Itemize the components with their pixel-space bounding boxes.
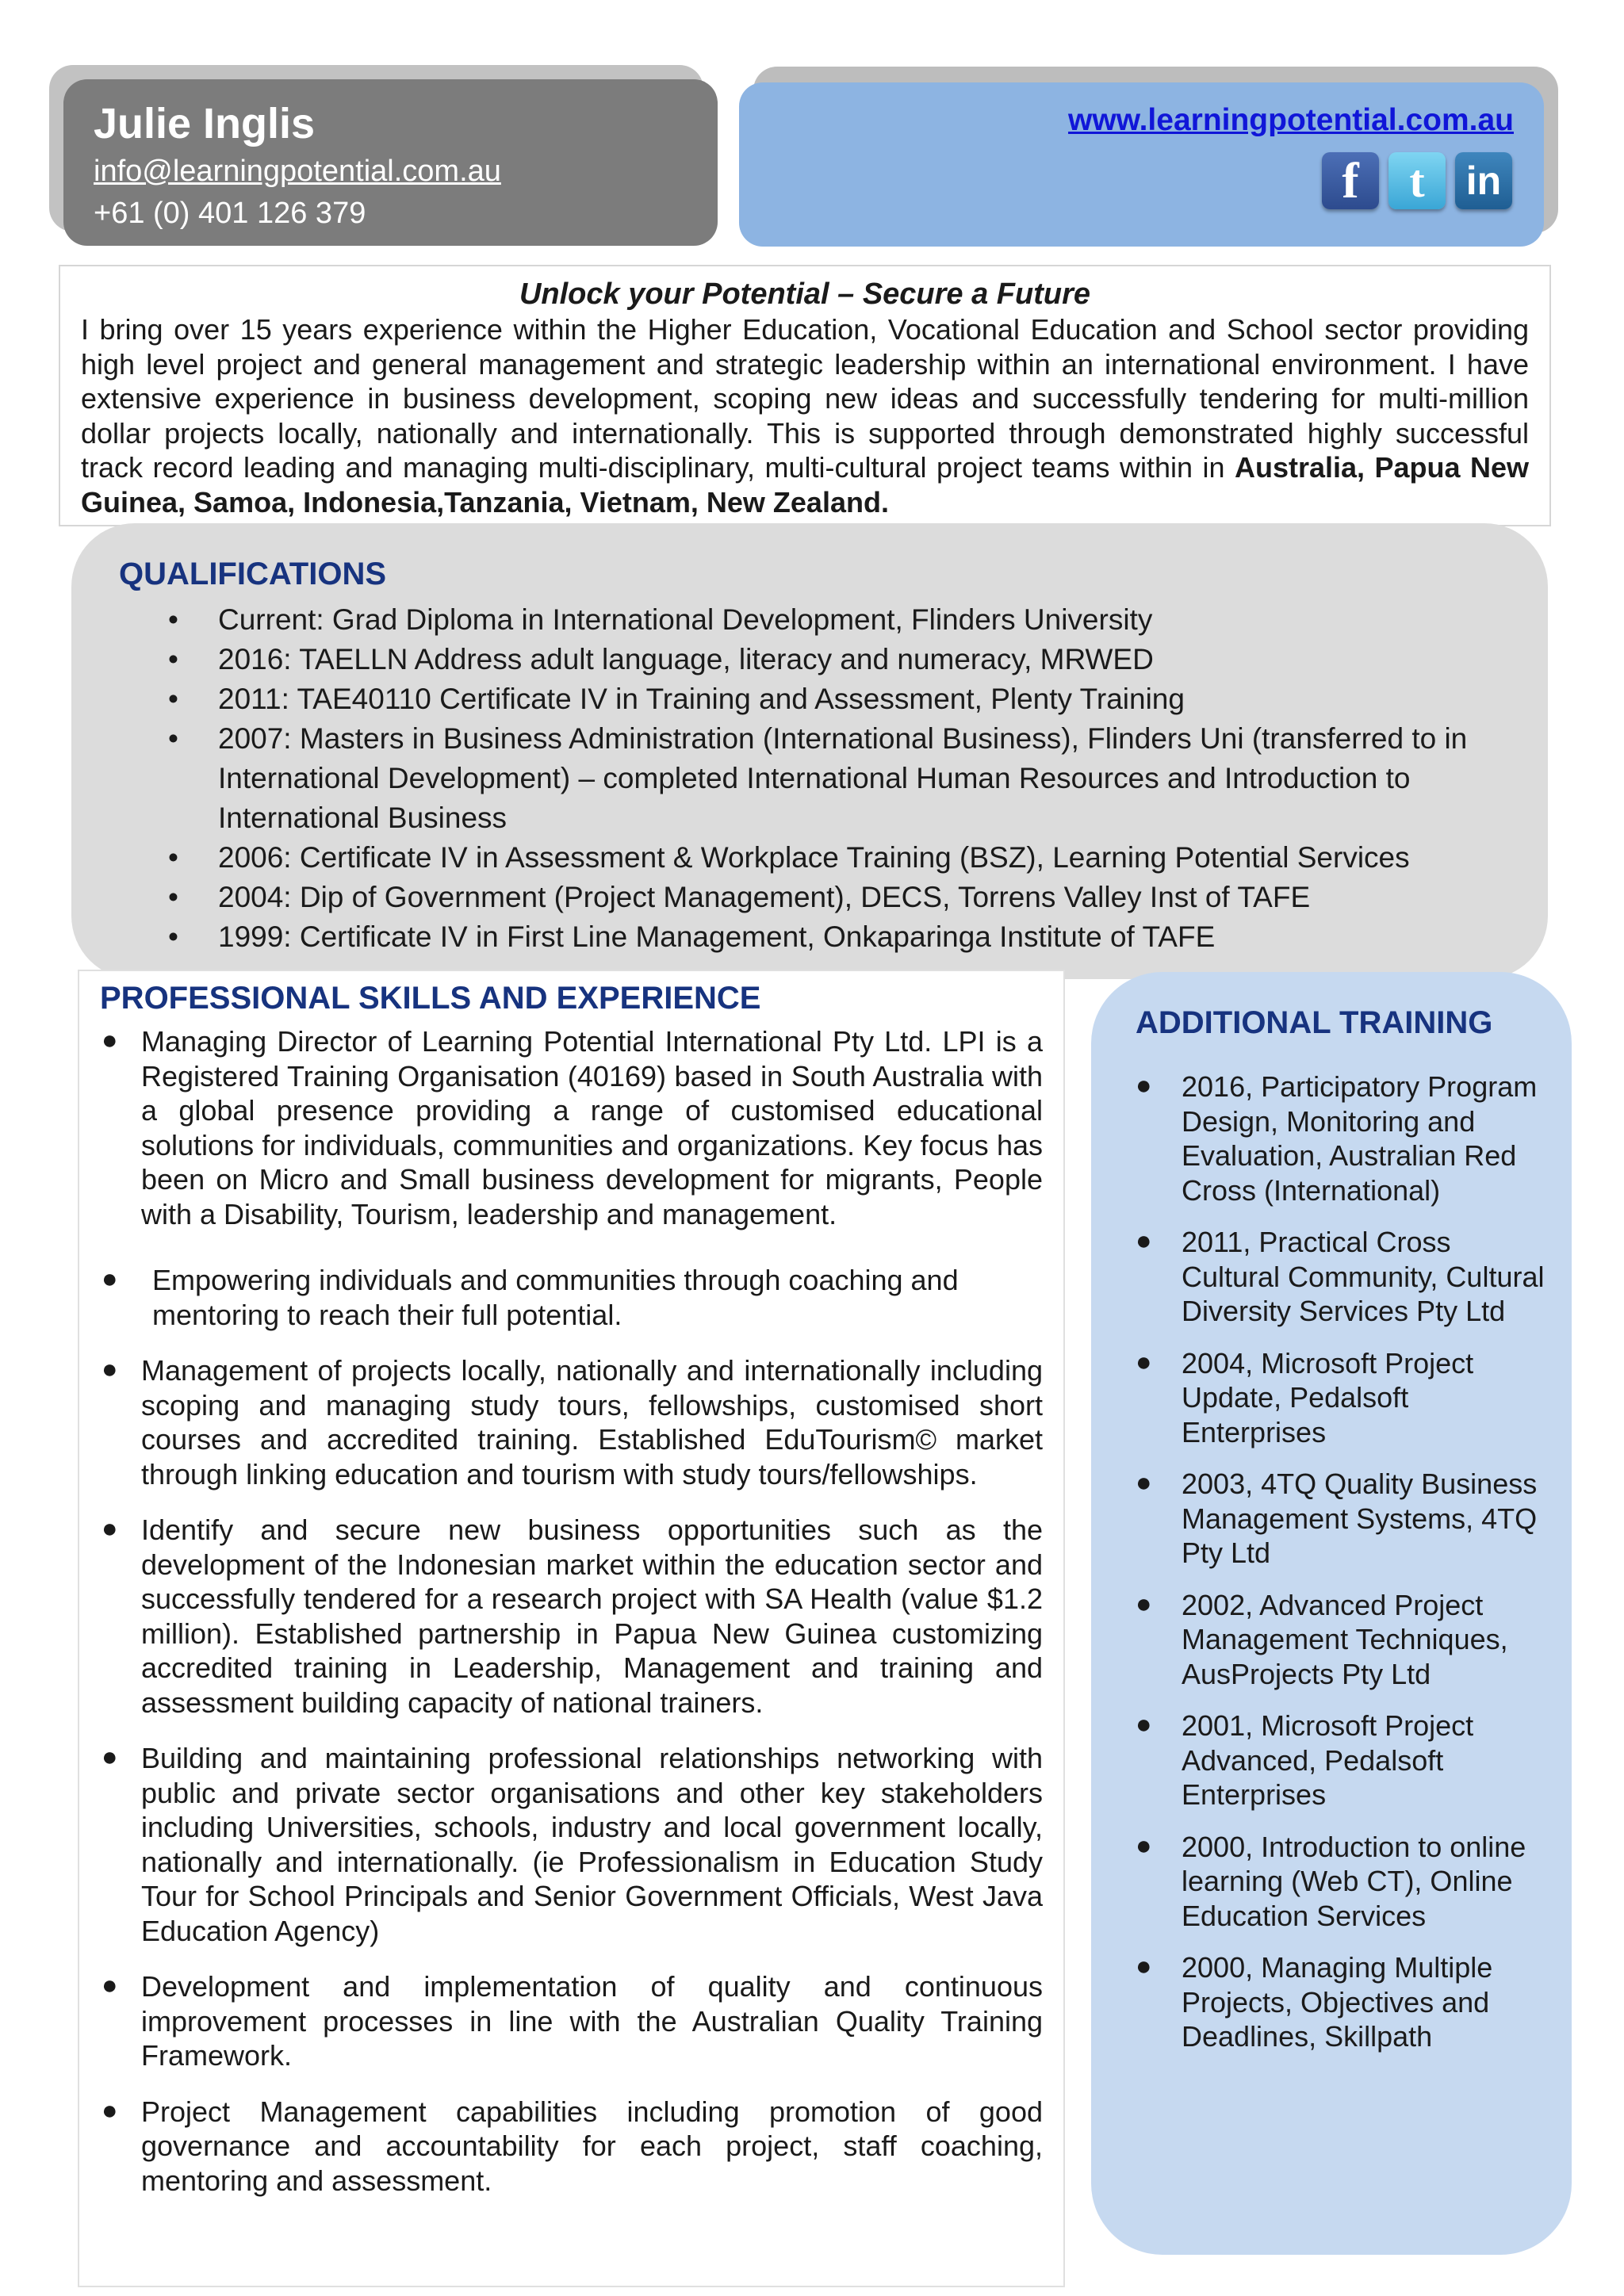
list-item — [1136, 1225, 1549, 1329]
bullet-icon: ● — [1136, 1468, 1152, 1498]
training-text: 2002, Advanced Project Management Techniques, AusProjects Pty Ltd — [1182, 1588, 1508, 1690]
bullet-icon: ● — [102, 1264, 118, 1294]
skill-text: Project Management capabilities including promotion of good governance and accountability for each project, staff coaching, mentoring and assessment. — [141, 2095, 1043, 2197]
website-link[interactable]: www.learningpotential.com.au — [1068, 103, 1514, 137]
qualification-text: 2016: TAELLN Address adult language, literacy and numeracy, MRWED — [218, 643, 1154, 675]
skill-text: Management of projects locally, nationally and internationally including scoping and managing study tours, fellowships, customised short courses and accredited training. Established EduTourism© market through linking education and tourism with study tours/fellowships. — [141, 1354, 1043, 1490]
skills-heading: PROFESSIONAL SKILLS AND EXPERIENCE — [100, 981, 761, 1016]
list-item — [1136, 1070, 1549, 1207]
phone-number: +61 (0) 401 126 379 — [94, 197, 366, 230]
qualification-text: 2011: TAE40110 Certificate IV in Training and Assessment, Plenty Training — [218, 683, 1185, 715]
training-text: 2000, Introduction to online learning (Web CT), Online Education Services — [1182, 1830, 1526, 1932]
list-item — [1136, 1467, 1549, 1571]
website-card — [739, 82, 1544, 247]
qualification-text: 2006: Certificate IV in Assessment & Workplace Training (BSZ), Learning Potential Services — [218, 841, 1410, 874]
training-text: 2001, Microsoft Project Advanced, Pedalsoft Enterprises — [1182, 1709, 1474, 1811]
bullet-icon: ● — [1136, 1346, 1152, 1377]
list-item — [119, 838, 1500, 878]
skill-text: Empowering individuals and communities through coaching and mentoring to reach their full potential. — [152, 1264, 959, 1331]
list-item — [119, 640, 1500, 679]
bullet-icon: • — [168, 643, 178, 675]
list-item — [100, 1969, 1043, 2073]
list-item — [1136, 1950, 1549, 2054]
bullet-icon: • — [168, 881, 178, 913]
twitter-icon[interactable]: t — [1388, 152, 1446, 209]
skill-text: Managing Director of Learning Potential International Pty Ltd. LPI is a Registered Training Organisation (40169) based in South Australia with a global presence providing a range of customised educational solutions for individuals, communities and organizations. Key focus has been on Micro and Small business development for migrants, People with a Disability, Tourism, leadership and management. — [141, 1025, 1043, 1230]
tagline: Unlock your Potential – Secure a Future — [519, 277, 1091, 311]
bullet-icon: ● — [1136, 1588, 1152, 1619]
bullet-icon: ● — [1136, 1070, 1152, 1100]
qualification-text: 2004: Dip of Government (Project Management), DECS, Torrens Valley Inst of TAFE — [218, 881, 1311, 913]
list-item — [119, 600, 1500, 640]
list-item — [1136, 1830, 1549, 1934]
list-item — [100, 1353, 1043, 1491]
training-text: 2016, Participatory Program Design, Monitoring and Evaluation, Australian Red Cross (International) — [1182, 1070, 1538, 1207]
list-item — [100, 1741, 1043, 1948]
qualifications-heading: QUALIFICATIONS — [119, 557, 387, 591]
list-item — [100, 1263, 1043, 1332]
training-section — [1091, 972, 1572, 2255]
training-text: 2000, Managing Multiple Projects, Objectives and Deadlines, Skillpath — [1182, 1951, 1493, 2053]
qualifications-list — [119, 600, 1500, 957]
qualification-text: 1999: Certificate IV in First Line Management, Onkaparinga Institute of TAFE — [218, 920, 1216, 953]
skill-text: Building and maintaining professional relationships networking with public and private sector organisations and other key stakeholders including Universities, schools, industry and local government locally, nationally and internationally. (ie Professionalism in Education Study Tour for School Principals and Senior Government Officials, West Java Education Agency) — [141, 1742, 1043, 1947]
list-item — [1136, 1346, 1549, 1450]
qualification-text: Current: Grad Diploma in International Development, Flinders University — [218, 603, 1153, 636]
bullet-icon: ● — [102, 2095, 118, 2126]
summary-countries: Australia, Papua New Guinea, Samoa, Indonesia,Tanzania, Vietnam, New Zealand. — [81, 451, 1529, 519]
skill-text: Identify and secure new business opportunities such as the development of the Indonesian market within the education sector and successfully tendered for a research project with SA Health (value $1.2 million). Established partnership in Papua New Guinea customizing accredited training in Leadership, Management and training and assessment building capacity of national trainers. — [141, 1513, 1043, 1719]
bullet-icon: ● — [102, 1513, 118, 1544]
list-item — [1136, 1588, 1549, 1692]
skill-text: Development and implementation of quality and continuous improvement processes in line with the Australian Quality Training Framework. — [141, 1970, 1043, 2072]
training-text: 2004, Microsoft Project Update, Pedalsoft Enterprises — [1182, 1346, 1474, 1448]
bullet-icon: ● — [102, 1742, 118, 1772]
list-item — [119, 719, 1500, 838]
linkedin-icon[interactable]: in — [1455, 152, 1512, 209]
list-item — [119, 679, 1500, 719]
person-name: Julie Inglis — [94, 100, 316, 147]
bullet-icon: ● — [1136, 1951, 1152, 1981]
list-item — [119, 878, 1500, 917]
qualifications-section — [71, 523, 1548, 979]
bullet-icon: • — [168, 920, 178, 953]
list-item — [1136, 1709, 1549, 1812]
bullet-icon: • — [168, 683, 178, 715]
facebook-icon[interactable]: f — [1322, 152, 1379, 209]
bullet-icon: ● — [102, 1970, 118, 2000]
list-item — [100, 1513, 1043, 1720]
qualification-text: 2007: Masters in Business Administration (International Business), Flinders Uni (transferred to in International Development) – completed International Human Resources and Introduction to International Business — [218, 722, 1468, 834]
bullet-icon: ● — [1136, 1709, 1152, 1739]
summary-text — [81, 312, 1529, 519]
bullet-icon: • — [168, 603, 178, 636]
email-link[interactable]: info@learningpotential.com.au — [94, 155, 501, 188]
training-heading: ADDITIONAL TRAINING — [1136, 1005, 1493, 1040]
contact-card — [63, 79, 718, 246]
bullet-icon: ● — [102, 1025, 118, 1055]
training-text: 2003, 4TQ Quality Business Management Systems, 4TQ Pty Ltd — [1182, 1468, 1538, 1569]
bullet-icon: ● — [1136, 1226, 1152, 1256]
skills-section — [78, 970, 1065, 2287]
social-links — [1322, 152, 1512, 209]
list-item — [100, 2095, 1043, 2198]
list-item — [119, 917, 1500, 957]
training-text: 2011, Practical Cross Cultural Community, Cultural Diversity Services Pty Ltd — [1182, 1226, 1545, 1327]
list-item — [100, 1024, 1043, 1231]
bullet-icon: ● — [102, 1354, 118, 1384]
bullet-icon: • — [168, 722, 178, 755]
bullet-icon: • — [168, 841, 178, 874]
bullet-icon: ● — [1136, 1830, 1152, 1861]
summary-section — [59, 265, 1551, 526]
summary-body: I bring over 15 years experience within the Higher Education, Vocational Education and School sector providing high level project and general management and strategic leadership within an international environment. I have extensive experience in business development, scoping new ideas and successfully tendering for multi-million dollar projects locally, nationally and internationally. This is supported through demonstrated highly successful track record leading and managing multi-disciplinary, multi-cultural project teams within in — [81, 313, 1529, 484]
